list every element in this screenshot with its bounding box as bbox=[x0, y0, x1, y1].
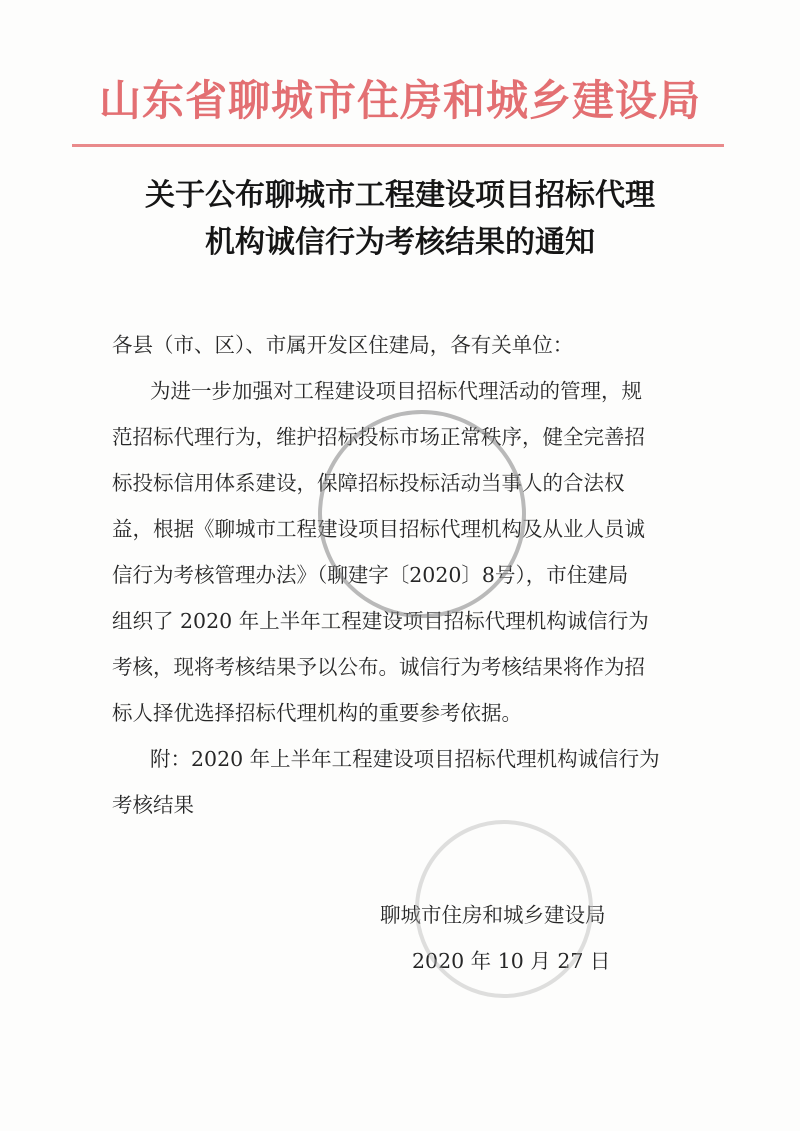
body-line: 信行为考核管理办法》（聊建字〔2020〕8号），市住建局 bbox=[112, 563, 629, 587]
body-line: 考核，现将考核结果予以公布。诚信行为考核结果将作为招 bbox=[112, 655, 645, 679]
signature-date: 2020 年 10 月 27 日 bbox=[412, 949, 611, 973]
body-line: 益，根据《聊城市工程建设项目招标代理机构及从业人员诚 bbox=[112, 517, 645, 541]
attachment-line-1: 附：2020 年上半年工程建设项目招标代理机构诚信行为 bbox=[150, 747, 660, 771]
body-line: 组织了 2020 年上半年工程建设项目招标代理机构诚信行为 bbox=[112, 609, 649, 633]
attachment-line-2: 考核结果 bbox=[112, 793, 194, 817]
document-title-line-2: 机构诚信行为考核结果的通知 bbox=[205, 225, 595, 260]
body-line: 范招标代理行为，维护招标投标市场正常秩序，健全完善招 bbox=[112, 425, 645, 449]
signature-org: 聊城市住房和城乡建设局 bbox=[380, 903, 606, 927]
body-line: 标人择优选择招标代理机构的重要参考依据。 bbox=[112, 701, 522, 725]
letterhead-divider bbox=[72, 144, 724, 147]
body-line: 为进一步加强对工程建设项目招标代理活动的管理，规 bbox=[150, 379, 642, 403]
letterhead-org-name: 山东省聊城市住房和城乡建设局 bbox=[98, 76, 701, 125]
document-title-line-1: 关于公布聊城市工程建设项目招标代理 bbox=[145, 178, 655, 213]
salutation: 各县（市、区）、市属开发区住建局，各有关单位： bbox=[112, 333, 574, 357]
body-line: 标投标信用体系建设，保障招标投标活动当事人的合法权 bbox=[112, 471, 625, 495]
